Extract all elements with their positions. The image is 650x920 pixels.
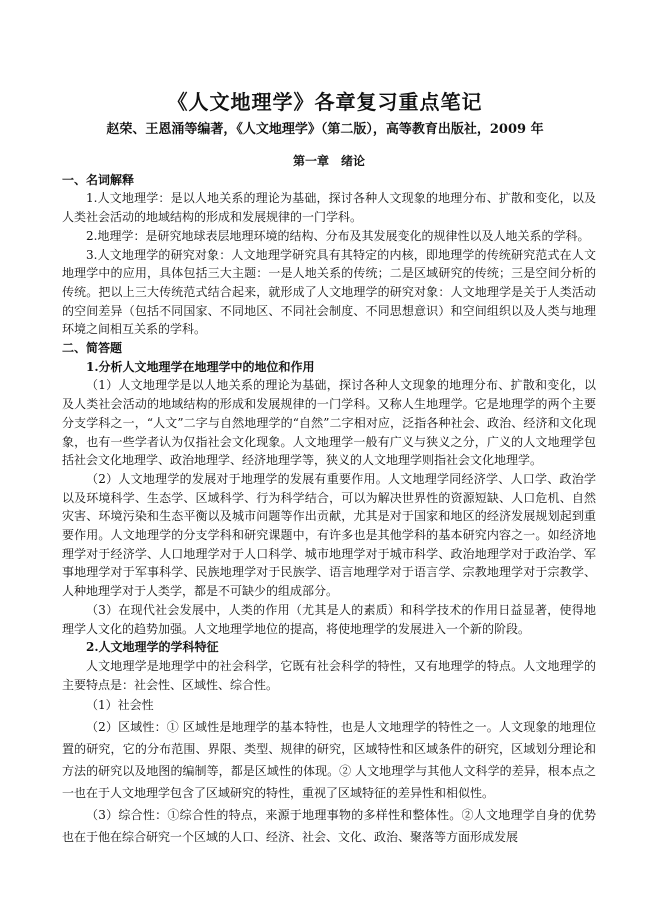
section-heading: 二、简答题 <box>62 341 123 356</box>
paragraph: 1.人文地理学：是以人地关系的理论为基础，探讨各种人文现象的地理分布、扩散和变化，以及人类社会活动的地域结构的形成和发展规律的一门学科。 <box>62 191 596 225</box>
paragraph: （1）社会性 <box>86 698 154 713</box>
chapter-heading: 第一章 绪论 <box>292 154 365 168</box>
paragraph: 3.人文地理学的研究对象：人文地理学研究具有其特定的内核，即地理学的传统研究范式在人文地理学中的应用，具体包括三大主题：一是人地关系的传统；二是区域研究的传统；三是空间分析的传统。把以上三大传统范式结合起来，就形成了人文地理学的研究对象：人文地理学是关于人类活动的空间差异（包括不同国家、不同地区、不同社会制度、不同思想意识）和空间组织以及人类与地理环境之间相互关系的学科。 <box>62 247 596 337</box>
document-body <box>62 148 596 848</box>
paragraph: （3）综合性：①综合性的特点，来源于地理事物的多样性和整体性。②人文地理学自身的优势也在于他在综合研究一个区域的人口、经济、社会、文化、政治、聚落等方面形成发展 <box>62 808 596 845</box>
paragraph: （2）区域性：① 区域性是地理学的基本特性，也是人文地理学的特性之一。人文现象的地理位置的研究，它的分布范围、界限、类型、规律的研究，区域特性和区域条件的研究，区域划分理论和方法的研究以及地图的编制等，都是区域性的体现。② 人文地理学与其他人文科学的差异，根本点之一也在于人文地理学包含了区域研究的特性，重视了区域特征的差异性和相似性。 <box>62 720 596 801</box>
paragraph: （1）人文地理学是以人地关系的理论为基础，探讨各种人文现象的地理分布、扩散和变化，以及人类社会活动的地域结构的形成和发展规律的一门学科。又称人生地理学。它是地理学的两个主要分支学科之一，“人文”二字与自然地理学的“自然”二字相对应，泛指各种社会、政治、经济和文化现象，也有一些学者认为仅指社会文化现象。人文地理学一般有广义与狭义之分，广义的人文地理学包括社会文化地理学、政治地理学、经济地理学等，狭义的人文地理学则指社会文化地理学。 <box>62 378 596 468</box>
paragraph: 人文地理学是地理学中的社会科学，它既有社会科学的特性，又有地理学的特点。人文地理学的主要特点是：社会性、区域性、综合性。 <box>62 658 596 692</box>
paragraph: （3）在现代社会发展中，人类的作用（尤其是人的素质）和科学技术的作用日益显著，使得地理学人文化的趋势加强。人文地理学地位的提高，将使地理学的发展进入一个新的阶段。 <box>62 602 596 636</box>
subsection-heading: 2.人文地理学的学科特征 <box>86 640 219 655</box>
paragraph: （2）人文地理学的发展对于地理学的发展有重要作用。人文地理学同经济学、人口学、政治学以及环境科学、生态学、区域科学、行为科学结合，可以为解决世界性的资源短缺、人口危机、自然灾害、环境污染和生态平衡以及城市问题等作出贡献，尤其是对于国家和地区的经济发展规划起到重要作用。人文地理学的分支学科和研究课题中，有许多也是其他学科的基本研究内容之一。如经济地理学对于经济学、人口地理学对于人口科学、城市地理学对于城市科学、政治地理学对于政治学、军事地理学对于军事科学、民族地理学对于民族学、语言地理学对于语言学、宗教地理学对于宗教学、人种地理学对于人类学，都是不可缺少的组成部分。 <box>62 471 596 599</box>
paragraph: 2.地理学：是研究地球表层地理环境的结构、分布及其发展变化的规律性以及人地关系的学科。 <box>86 228 590 243</box>
subsection-heading: 1.分析人文地理学在地理学中的地位和作用 <box>86 359 315 374</box>
section-heading: 一、名词解释 <box>62 172 135 187</box>
document-title: 《人文地理学》各章复习重点笔记 <box>167 90 483 114</box>
document-subtitle: 赵荣、王恩涌等编著，《人文地理学》（第二版），高等教育出版社，2009 年 <box>106 122 544 137</box>
